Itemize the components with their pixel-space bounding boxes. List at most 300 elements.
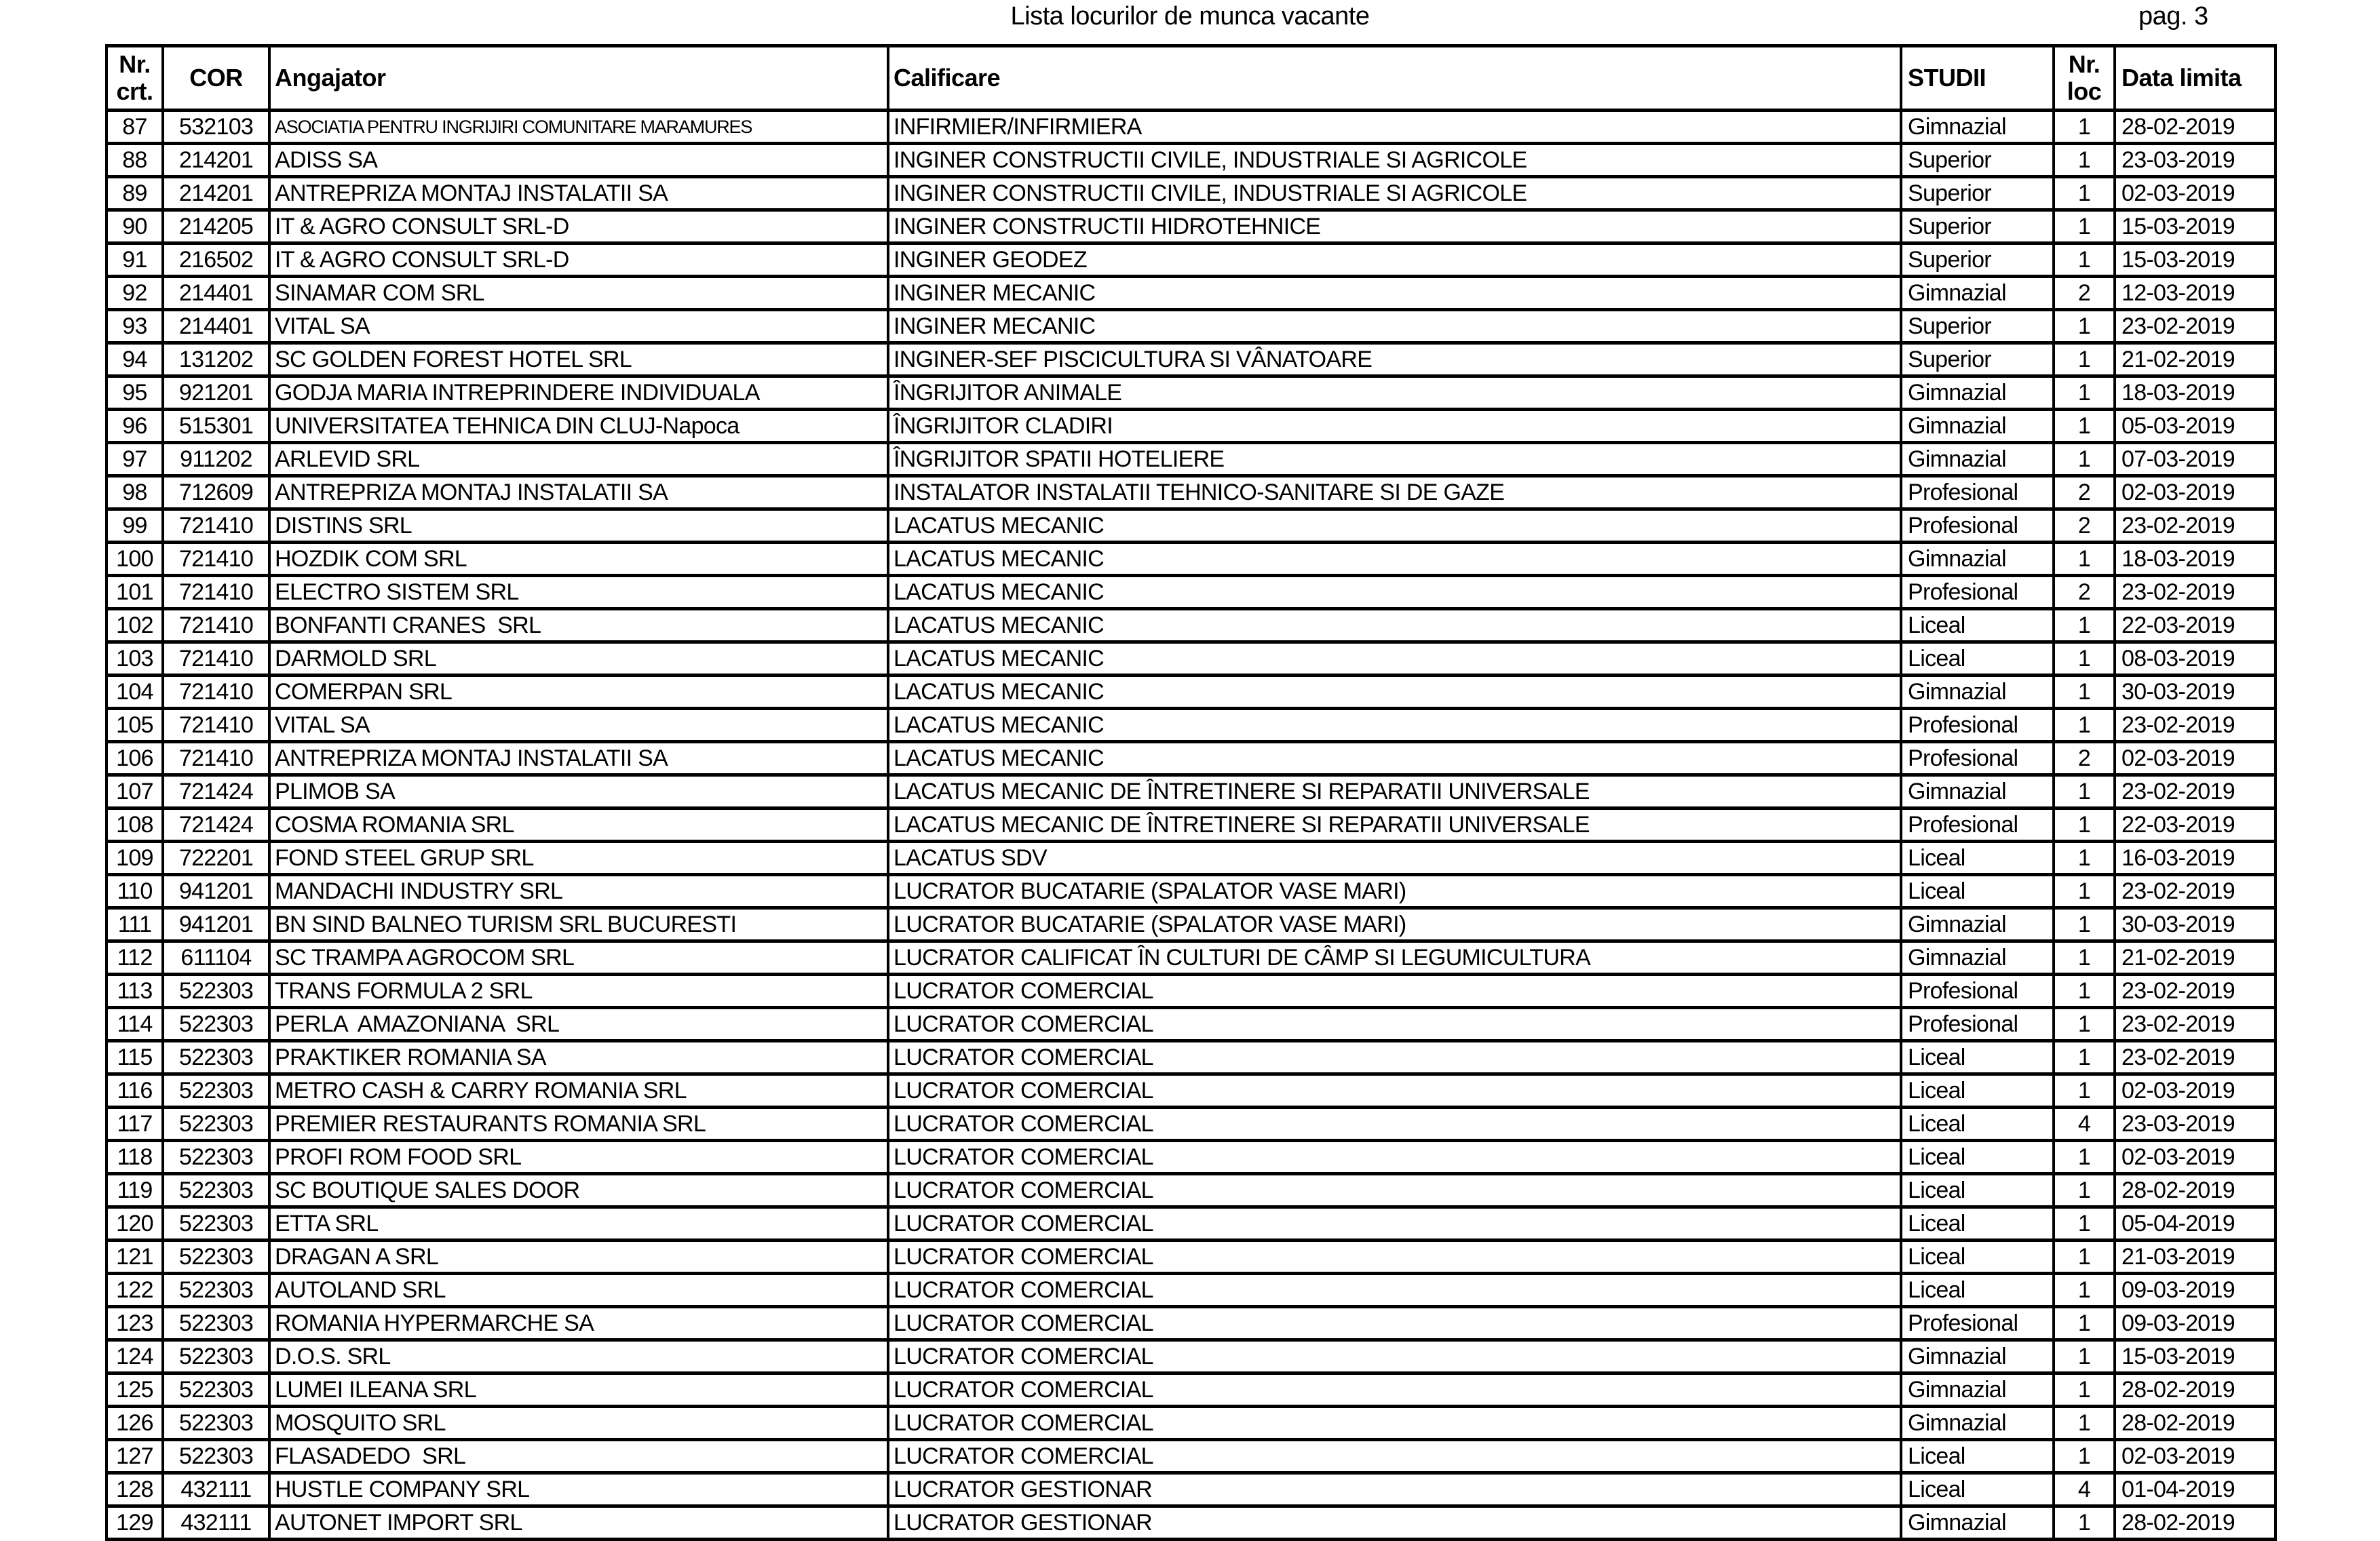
cell-cor: 522303 [163, 1174, 269, 1207]
cell-cor: 611104 [163, 941, 269, 975]
cell-nr: 117 [107, 1108, 163, 1141]
table-row [107, 1241, 2276, 1274]
cell-cor: 721410 [163, 543, 269, 576]
cell-cor: 522303 [163, 1008, 269, 1041]
cell-calificare: LUCRATOR COMERCIAL [888, 1108, 1901, 1141]
cell-cor: 721410 [163, 642, 269, 676]
cell-data: 05-04-2019 [2115, 1207, 2276, 1241]
cell-nr: 127 [107, 1440, 163, 1473]
cell-nrloc: 1 [2054, 941, 2115, 975]
cell-nr: 97 [107, 443, 163, 476]
cell-cor: 721410 [163, 676, 269, 709]
cell-studii: Profesional [1901, 1008, 2054, 1041]
cell-angajator: BONFANTI CRANES SRL [269, 609, 888, 642]
cell-studii: Liceal [1901, 1274, 2054, 1307]
cell-data: 28-02-2019 [2115, 111, 2276, 144]
cell-studii: Liceal [1901, 875, 2054, 908]
cell-data: 02-03-2019 [2115, 1141, 2276, 1174]
cell-nrloc: 1 [2054, 1241, 2115, 1274]
cell-nr: 114 [107, 1008, 163, 1041]
cell-angajator: PLIMOB SA [269, 775, 888, 808]
cell-nr: 115 [107, 1041, 163, 1074]
table-row [107, 1274, 2276, 1307]
cell-nrloc: 1 [2054, 676, 2115, 709]
cell-nr: 100 [107, 543, 163, 576]
cell-calificare: LACATUS MECANIC [888, 709, 1901, 742]
cell-nr: 123 [107, 1307, 163, 1340]
cell-calificare: LUCRATOR COMERCIAL [888, 1241, 1901, 1274]
cell-nr: 125 [107, 1373, 163, 1407]
cell-calificare: LACATUS MECANIC [888, 609, 1901, 642]
cell-studii: Liceal [1901, 1041, 2054, 1074]
header-row [107, 46, 2276, 111]
cell-angajator: SC BOUTIQUE SALES DOOR [269, 1174, 888, 1207]
cell-calificare: LACATUS SDV [888, 842, 1901, 875]
cell-nr: 90 [107, 210, 163, 243]
cell-data: 21-02-2019 [2115, 343, 2276, 376]
cell-data: 30-03-2019 [2115, 908, 2276, 941]
cell-nr: 128 [107, 1473, 163, 1506]
cell-angajator: SINAMAR COM SRL [269, 277, 888, 310]
table-row [107, 908, 2276, 941]
table-row [107, 177, 2276, 210]
header-studii: STUDII [1901, 46, 2054, 111]
cell-nr: 119 [107, 1174, 163, 1207]
cell-calificare: LUCRATOR COMERCIAL [888, 1074, 1901, 1108]
cell-angajator: FLASADEDO SRL [269, 1440, 888, 1473]
cell-studii: Gimnazial [1901, 543, 2054, 576]
cell-studii: Superior [1901, 310, 2054, 343]
cell-angajator: IT & AGRO CONSULT SRL-D [269, 243, 888, 277]
cell-calificare: INGINER-SEF PISCICULTURA SI VÂNATOARE [888, 343, 1901, 376]
cell-nr: 102 [107, 609, 163, 642]
cell-studii: Liceal [1901, 642, 2054, 676]
cell-calificare: INGINER CONSTRUCTII HIDROTEHNICE [888, 210, 1901, 243]
cell-data: 23-02-2019 [2115, 975, 2276, 1008]
cell-studii: Profesional [1901, 476, 2054, 509]
cell-cor: 522303 [163, 1108, 269, 1141]
cell-cor: 522303 [163, 1307, 269, 1340]
cell-angajator: DARMOLD SRL [269, 642, 888, 676]
cell-calificare: LUCRATOR COMERCIAL [888, 1373, 1901, 1407]
cell-angajator: ARLEVID SRL [269, 443, 888, 476]
cell-data: 23-02-2019 [2115, 775, 2276, 808]
cell-calificare: INGINER MECANIC [888, 277, 1901, 310]
cell-angajator: D.O.S. SRL [269, 1340, 888, 1373]
cell-nrloc: 1 [2054, 975, 2115, 1008]
cell-angajator: IT & AGRO CONSULT SRL-D [269, 210, 888, 243]
cell-nrloc: 1 [2054, 1307, 2115, 1340]
cell-nr: 95 [107, 376, 163, 410]
cell-nrloc: 1 [2054, 842, 2115, 875]
cell-calificare: INFIRMIER/INFIRMIERA [888, 111, 1901, 144]
cell-calificare: INSTALATOR INSTALATII TEHNICO-SANITARE SI DE GAZE [888, 476, 1901, 509]
cell-studii: Liceal [1901, 1207, 2054, 1241]
cell-nrloc: 2 [2054, 476, 2115, 509]
cell-nrloc: 1 [2054, 1074, 2115, 1108]
cell-calificare: INGINER CONSTRUCTII CIVILE, INDUSTRIALE SI AGRICOLE [888, 144, 1901, 177]
cell-nr: 116 [107, 1074, 163, 1108]
cell-nrloc: 1 [2054, 1207, 2115, 1241]
page-number: pag. 3 [2138, 2, 2208, 31]
table-row [107, 243, 2276, 277]
cell-angajator: HUSTLE COMPANY SRL [269, 1473, 888, 1506]
cell-nr: 120 [107, 1207, 163, 1241]
cell-nr: 107 [107, 775, 163, 808]
cell-nrloc: 1 [2054, 343, 2115, 376]
table-row [107, 1440, 2276, 1473]
cell-data: 02-03-2019 [2115, 1074, 2276, 1108]
cell-nrloc: 1 [2054, 144, 2115, 177]
cell-data: 15-03-2019 [2115, 243, 2276, 277]
table-row [107, 1473, 2276, 1506]
cell-calificare: LUCRATOR COMERCIAL [888, 1440, 1901, 1473]
cell-angajator: PREMIER RESTAURANTS ROMANIA SRL [269, 1108, 888, 1141]
cell-nrloc: 1 [2054, 1274, 2115, 1307]
table-row [107, 676, 2276, 709]
cell-data: 23-02-2019 [2115, 1008, 2276, 1041]
cell-studii: Profesional [1901, 808, 2054, 842]
table-header [107, 46, 2276, 111]
table-row [107, 210, 2276, 243]
cell-studii: Profesional [1901, 1307, 2054, 1340]
cell-angajator: ANTREPRIZA MONTAJ INSTALATII SA [269, 742, 888, 775]
cell-angajator: VITAL SA [269, 310, 888, 343]
cell-nr: 126 [107, 1407, 163, 1440]
header-nr-crt: Nr. crt. [107, 46, 163, 111]
cell-angajator: FOND STEEL GRUP SRL [269, 842, 888, 875]
cell-nrloc: 1 [2054, 775, 2115, 808]
cell-nrloc: 1 [2054, 543, 2115, 576]
table-row [107, 277, 2276, 310]
table-row [107, 509, 2276, 543]
cell-data: 30-03-2019 [2115, 676, 2276, 709]
cell-cor: 721424 [163, 775, 269, 808]
cell-nrloc: 1 [2054, 609, 2115, 642]
cell-data: 23-02-2019 [2115, 1041, 2276, 1074]
cell-angajator: MOSQUITO SRL [269, 1407, 888, 1440]
header-nr-loc: Nr. loc [2054, 46, 2115, 111]
table-row [107, 543, 2276, 576]
cell-cor: 522303 [163, 1407, 269, 1440]
cell-nrloc: 1 [2054, 177, 2115, 210]
cell-cor: 721410 [163, 742, 269, 775]
cell-angajator: VITAL SA [269, 709, 888, 742]
header-calificare: Calificare [888, 46, 1901, 111]
cell-data: 01-04-2019 [2115, 1473, 2276, 1506]
cell-cor: 432111 [163, 1506, 269, 1540]
cell-cor: 722201 [163, 842, 269, 875]
header-angajator: Angajator [269, 46, 888, 111]
cell-angajator: SC TRAMPA AGROCOM SRL [269, 941, 888, 975]
cell-nrloc: 1 [2054, 1407, 2115, 1440]
cell-calificare: LUCRATOR COMERCIAL [888, 975, 1901, 1008]
cell-data: 15-03-2019 [2115, 210, 2276, 243]
cell-data: 23-02-2019 [2115, 509, 2276, 543]
cell-studii: Profesional [1901, 509, 2054, 543]
cell-calificare: ÎNGRIJITOR SPATII HOTELIERE [888, 443, 1901, 476]
cell-studii: Gimnazial [1901, 443, 2054, 476]
cell-nrloc: 1 [2054, 1340, 2115, 1373]
cell-calificare: LUCRATOR COMERCIAL [888, 1307, 1901, 1340]
cell-nrloc: 1 [2054, 1506, 2115, 1540]
cell-data: 08-03-2019 [2115, 642, 2276, 676]
table-row [107, 1108, 2276, 1141]
cell-nr: 98 [107, 476, 163, 509]
cell-cor: 522303 [163, 1241, 269, 1274]
cell-studii: Profesional [1901, 975, 2054, 1008]
cell-nr: 89 [107, 177, 163, 210]
cell-studii: Superior [1901, 343, 2054, 376]
cell-angajator: PRAKTIKER ROMANIA SA [269, 1041, 888, 1074]
cell-studii: Gimnazial [1901, 1407, 2054, 1440]
cell-cor: 721424 [163, 808, 269, 842]
table-row [107, 1373, 2276, 1407]
cell-calificare: LUCRATOR COMERCIAL [888, 1407, 1901, 1440]
cell-nr: 99 [107, 509, 163, 543]
cell-angajator: PERLA AMAZONIANA SRL [269, 1008, 888, 1041]
cell-cor: 522303 [163, 1440, 269, 1473]
cell-nr: 112 [107, 941, 163, 975]
cell-calificare: LACATUS MECANIC [888, 742, 1901, 775]
cell-nrloc: 1 [2054, 1041, 2115, 1074]
cell-calificare: ÎNGRIJITOR ANIMALE [888, 376, 1901, 410]
cell-nr: 113 [107, 975, 163, 1008]
cell-calificare: LACATUS MECANIC [888, 509, 1901, 543]
table-row [107, 975, 2276, 1008]
cell-data: 21-02-2019 [2115, 941, 2276, 975]
cell-calificare: LUCRATOR GESTIONAR [888, 1506, 1901, 1540]
cell-data: 02-03-2019 [2115, 476, 2276, 509]
cell-angajator: ADISS SA [269, 144, 888, 177]
cell-angajator: DISTINS SRL [269, 509, 888, 543]
table-row [107, 1041, 2276, 1074]
cell-calificare: LACATUS MECANIC DE ÎNTRETINERE SI REPARATII UNIVERSALE [888, 775, 1901, 808]
table-row [107, 310, 2276, 343]
cell-cor: 522303 [163, 975, 269, 1008]
cell-nrloc: 1 [2054, 243, 2115, 277]
cell-calificare: LACATUS MECANIC DE ÎNTRETINERE SI REPARATII UNIVERSALE [888, 808, 1901, 842]
cell-calificare: LACATUS MECANIC [888, 642, 1901, 676]
cell-data: 28-02-2019 [2115, 1506, 2276, 1540]
table-row [107, 1008, 2276, 1041]
table-row [107, 709, 2276, 742]
cell-nr: 96 [107, 410, 163, 443]
cell-studii: Profesional [1901, 709, 2054, 742]
table-row [107, 775, 2276, 808]
cell-nr: 94 [107, 343, 163, 376]
cell-angajator: ANTREPRIZA MONTAJ INSTALATII SA [269, 476, 888, 509]
table-row [107, 842, 2276, 875]
cell-cor: 214201 [163, 177, 269, 210]
cell-angajator: ELECTRO SISTEM SRL [269, 576, 888, 609]
table-row [107, 376, 2276, 410]
cell-nr: 88 [107, 144, 163, 177]
table-row [107, 1407, 2276, 1440]
cell-studii: Superior [1901, 144, 2054, 177]
cell-studii: Superior [1901, 243, 2054, 277]
cell-nr: 87 [107, 111, 163, 144]
cell-calificare: LUCRATOR COMERCIAL [888, 1008, 1901, 1041]
cell-studii: Superior [1901, 177, 2054, 210]
cell-data: 09-03-2019 [2115, 1274, 2276, 1307]
cell-cor: 522303 [163, 1141, 269, 1174]
table-row [107, 443, 2276, 476]
cell-nr: 91 [107, 243, 163, 277]
cell-calificare: INGINER GEODEZ [888, 243, 1901, 277]
cell-calificare: LACATUS MECANIC [888, 576, 1901, 609]
cell-nr: 108 [107, 808, 163, 842]
cell-studii: Liceal [1901, 1074, 2054, 1108]
cell-nr: 103 [107, 642, 163, 676]
cell-nrloc: 2 [2054, 509, 2115, 543]
cell-calificare: LACATUS MECANIC [888, 676, 1901, 709]
cell-studii: Gimnazial [1901, 1373, 2054, 1407]
cell-nr: 111 [107, 908, 163, 941]
vacancies-table [105, 44, 2277, 1541]
cell-nr: 122 [107, 1274, 163, 1307]
cell-studii: Profesional [1901, 742, 2054, 775]
cell-angajator: GODJA MARIA INTREPRINDERE INDIVIDUALA [269, 376, 888, 410]
cell-studii: Gimnazial [1901, 1340, 2054, 1373]
cell-angajator: HOZDIK COM SRL [269, 543, 888, 576]
cell-cor: 522303 [163, 1340, 269, 1373]
cell-data: 23-02-2019 [2115, 875, 2276, 908]
cell-nrloc: 1 [2054, 875, 2115, 908]
cell-angajator: ETTA SRL [269, 1207, 888, 1241]
cell-nrloc: 1 [2054, 642, 2115, 676]
cell-nr: 124 [107, 1340, 163, 1373]
cell-data: 16-03-2019 [2115, 842, 2276, 875]
cell-nrloc: 1 [2054, 376, 2115, 410]
cell-cor: 214201 [163, 144, 269, 177]
table-row [107, 1340, 2276, 1373]
cell-data: 02-03-2019 [2115, 1440, 2276, 1473]
cell-data: 23-03-2019 [2115, 144, 2276, 177]
table-row [107, 1307, 2276, 1340]
cell-cor: 941201 [163, 908, 269, 941]
cell-nrloc: 1 [2054, 1008, 2115, 1041]
table-row [107, 642, 2276, 676]
cell-nr: 92 [107, 277, 163, 310]
cell-nrloc: 1 [2054, 1174, 2115, 1207]
cell-calificare: LUCRATOR COMERCIAL [888, 1041, 1901, 1074]
cell-data: 22-03-2019 [2115, 808, 2276, 842]
cell-data: 02-03-2019 [2115, 177, 2276, 210]
cell-calificare: LUCRATOR COMERCIAL [888, 1340, 1901, 1373]
cell-cor: 721410 [163, 576, 269, 609]
cell-studii: Superior [1901, 210, 2054, 243]
cell-nrloc: 1 [2054, 808, 2115, 842]
cell-nr: 101 [107, 576, 163, 609]
cell-data: 18-03-2019 [2115, 376, 2276, 410]
cell-cor: 712609 [163, 476, 269, 509]
cell-nrloc: 4 [2054, 1108, 2115, 1141]
cell-nr: 109 [107, 842, 163, 875]
cell-calificare: LUCRATOR COMERCIAL [888, 1207, 1901, 1241]
cell-cor: 216502 [163, 243, 269, 277]
cell-angajator: UNIVERSITATEA TEHNICA DIN CLUJ-Napoca [269, 410, 888, 443]
cell-angajator: BN SIND BALNEO TURISM SRL BUCURESTI [269, 908, 888, 941]
table-row [107, 609, 2276, 642]
cell-calificare: LUCRATOR COMERCIAL [888, 1274, 1901, 1307]
cell-nrloc: 1 [2054, 1373, 2115, 1407]
cell-nrloc: 1 [2054, 1141, 2115, 1174]
cell-studii: Liceal [1901, 1473, 2054, 1506]
cell-data: 23-02-2019 [2115, 576, 2276, 609]
cell-data: 15-03-2019 [2115, 1340, 2276, 1373]
cell-nr: 118 [107, 1141, 163, 1174]
table-row [107, 808, 2276, 842]
cell-data: 21-03-2019 [2115, 1241, 2276, 1274]
cell-cor: 432111 [163, 1473, 269, 1506]
cell-nr: 106 [107, 742, 163, 775]
cell-angajator: PROFI ROM FOOD SRL [269, 1141, 888, 1174]
cell-angajator: ASOCIATIA PENTRU INGRIJIRI COMUNITARE MARAMURES [269, 111, 888, 144]
cell-data: 28-02-2019 [2115, 1373, 2276, 1407]
cell-data: 23-02-2019 [2115, 709, 2276, 742]
cell-nr: 129 [107, 1506, 163, 1540]
cell-studii: Gimnazial [1901, 1506, 2054, 1540]
cell-studii: Gimnazial [1901, 908, 2054, 941]
cell-calificare: LUCRATOR BUCATARIE (SPALATOR VASE MARI) [888, 908, 1901, 941]
cell-angajator: ROMANIA HYPERMARCHE SA [269, 1307, 888, 1340]
table-row [107, 144, 2276, 177]
cell-angajator: DRAGAN A SRL [269, 1241, 888, 1274]
cell-cor: 522303 [163, 1041, 269, 1074]
cell-calificare: INGINER MECANIC [888, 310, 1901, 343]
cell-calificare: INGINER CONSTRUCTII CIVILE, INDUSTRIALE SI AGRICOLE [888, 177, 1901, 210]
cell-studii: Gimnazial [1901, 376, 2054, 410]
table-row [107, 343, 2276, 376]
cell-calificare: LUCRATOR COMERCIAL [888, 1174, 1901, 1207]
cell-cor: 522303 [163, 1207, 269, 1241]
cell-cor: 721410 [163, 609, 269, 642]
cell-nr: 104 [107, 676, 163, 709]
cell-nrloc: 1 [2054, 210, 2115, 243]
cell-studii: Gimnazial [1901, 941, 2054, 975]
cell-data: 02-03-2019 [2115, 742, 2276, 775]
cell-data: 23-03-2019 [2115, 1108, 2276, 1141]
table-row [107, 875, 2276, 908]
table-row [107, 476, 2276, 509]
cell-angajator: COMERPAN SRL [269, 676, 888, 709]
cell-cor: 522303 [163, 1274, 269, 1307]
cell-calificare: ÎNGRIJITOR CLADIRI [888, 410, 1901, 443]
cell-studii: Liceal [1901, 1174, 2054, 1207]
cell-angajator: TRANS FORMULA 2 SRL [269, 975, 888, 1008]
cell-studii: Liceal [1901, 1440, 2054, 1473]
cell-cor: 131202 [163, 343, 269, 376]
cell-studii: Liceal [1901, 1241, 2054, 1274]
cell-angajator: COSMA ROMANIA SRL [269, 808, 888, 842]
table-body [107, 111, 2276, 1540]
cell-data: 09-03-2019 [2115, 1307, 2276, 1340]
cell-angajator: MANDACHI INDUSTRY SRL [269, 875, 888, 908]
cell-angajator: METRO CASH & CARRY ROMANIA SRL [269, 1074, 888, 1108]
cell-studii: Liceal [1901, 609, 2054, 642]
table-row [107, 1174, 2276, 1207]
cell-calificare: LUCRATOR COMERCIAL [888, 1141, 1901, 1174]
cell-cor: 214205 [163, 210, 269, 243]
page-title: Lista locurilor de munca vacante [1010, 2, 1370, 31]
table-row [107, 941, 2276, 975]
cell-cor: 214401 [163, 277, 269, 310]
cell-angajator: SC GOLDEN FOREST HOTEL SRL [269, 343, 888, 376]
cell-calificare: LUCRATOR GESTIONAR [888, 1473, 1901, 1506]
cell-nrloc: 1 [2054, 310, 2115, 343]
cell-angajator: ANTREPRIZA MONTAJ INSTALATII SA [269, 177, 888, 210]
